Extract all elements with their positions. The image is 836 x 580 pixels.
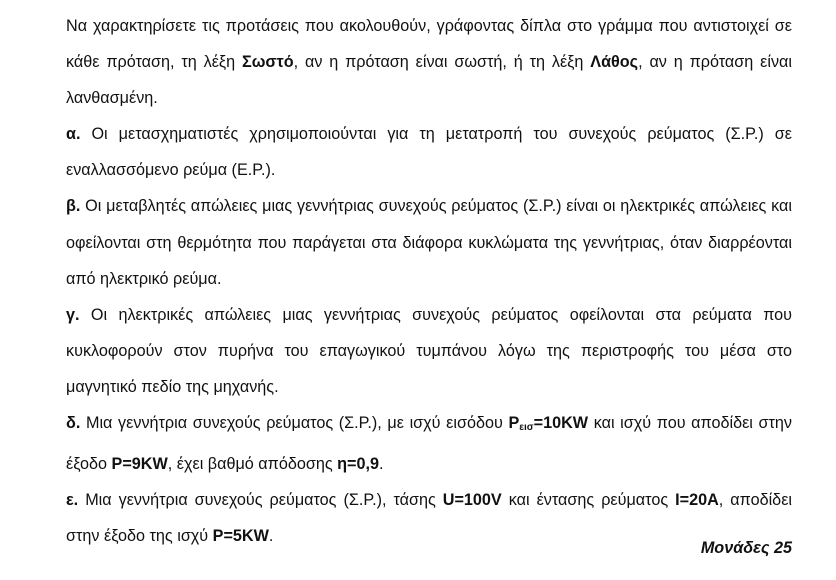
output-power-value: P=9KW (111, 455, 168, 474)
input-power-subscript: εισ (519, 422, 534, 434)
statement-c (66, 297, 792, 405)
statement-b-text: Οι μεταβλητές απώλειες μιας γεννήτριας συνεχούς ρεύματος (Σ.Ρ.) είναι οι ηλεκτρικές απώλειες και οφείλονται στη θερμότητα που παράγεται στα διάφορα κυκλώματα της γεννήτριας, όταν διαρρέονται από ηλεκτρικό ρεύμα. (66, 197, 792, 288)
input-power-symbol: P (508, 414, 520, 433)
statement-d-text-3: , έχει βαθμό απόδοσης (167, 455, 338, 474)
statement-c-letter: γ. (66, 305, 80, 324)
statement-d-text-1: Μια γεννήτρια συνεχούς ρεύματος (Σ.Ρ.), με ισχύ εισόδου (85, 414, 509, 433)
instructions-text-3: , αν η πρόταση είναι λανθασμένη. (66, 53, 792, 108)
statement-a-letter: α. (66, 125, 81, 144)
efficiency-value: η=0,9 (337, 455, 379, 474)
voltage-value: U=100V (442, 491, 502, 510)
power-value: P=5KW (212, 527, 269, 546)
word-wrong: Λάθος (590, 53, 639, 72)
statement-d-letter: δ. (66, 414, 81, 433)
statement-e-text-3: , αποδίδει στην έξοδο της ισχύ (66, 491, 793, 546)
marks-label: Μονάδες 25 (700, 539, 792, 557)
statement-c-text: Οι ηλεκτρικές απώλειες μιας γεννήτριας συνεχούς ρεύματος οφείλονται στα ρεύματα που κυκλοφορούν στον πυρήνα του επαγωγικού τυμπάνου λόγω της περιστροφής του μέσα στο μαγνητικό πεδίο της μηχανής. (66, 305, 792, 396)
current-value: I=20A (675, 491, 719, 510)
instructions-text-1: Να χαρακτηρίσετε τις προτάσεις που ακολουθούν, γράφοντας δίπλα στο γράμμα που αντιστοιχεί σε κάθε πρόταση, τη λέξη (66, 17, 792, 72)
statement-d-text-4: . (379, 455, 384, 474)
statement-b-letter: β. (66, 197, 81, 216)
instructions-text-2: , αν η πρόταση είναι σωστή, ή τη λέξη (293, 53, 591, 72)
statement-b (66, 188, 792, 296)
statement-e-text-1: Μια γεννήτρια συνεχούς ρεύματος (Σ.Ρ.), τάσης (85, 491, 443, 510)
statement-a-text: Οι μετασχηματιστές χρησιμοποιούνται για τη μετατροπή του συνεχούς ρεύματος (Σ.Ρ.) σε εναλλασσόμενο ρεύμα (Ε.Ρ.). (66, 125, 792, 180)
statement-d-text-2: και ισχύ που αποδίδει στην έξοδο (66, 414, 793, 474)
statement-e-text-4: . (268, 527, 274, 546)
statement-e (66, 482, 792, 554)
word-correct: Σωστό (242, 53, 294, 72)
exam-question (66, 8, 792, 554)
instructions-paragraph (66, 8, 792, 116)
statement-e-text-2: και έντασης ρεύματος (501, 491, 676, 510)
statement-e-letter: ε. (66, 491, 79, 510)
statement-a (66, 116, 792, 188)
statement-d (66, 405, 792, 482)
input-power-value: =10KW (533, 414, 589, 433)
